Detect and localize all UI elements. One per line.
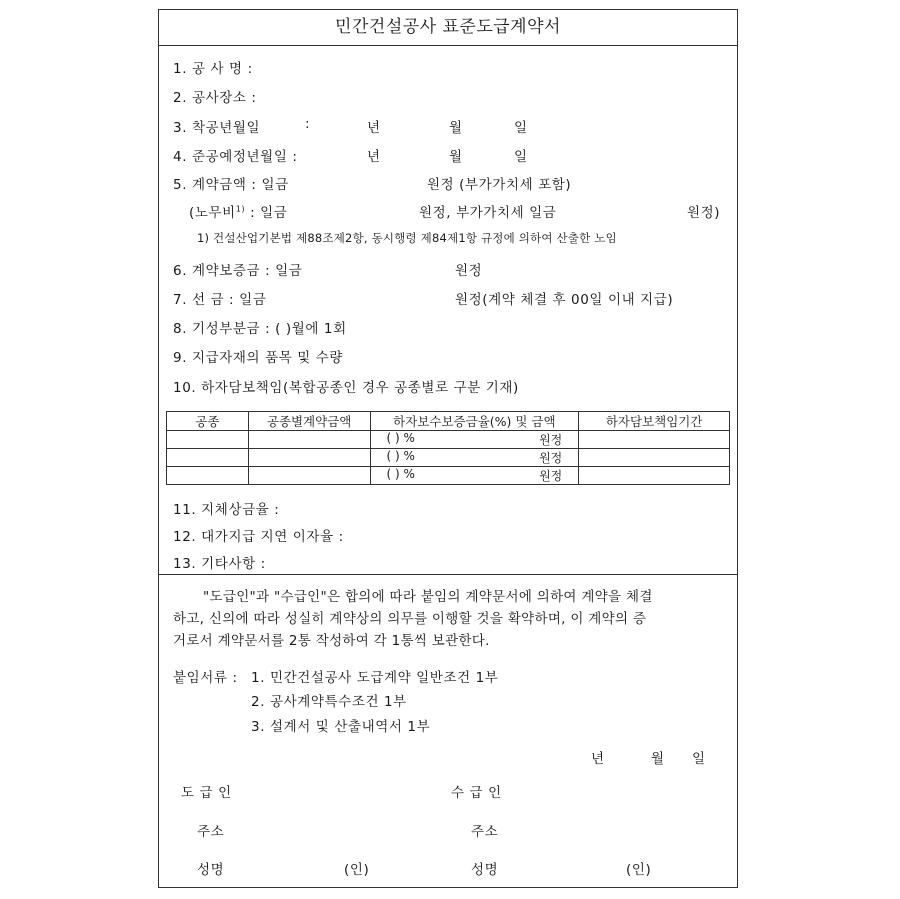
guarantee-percent: ( ) % — [386, 449, 415, 463]
start-year-label: 년 — [367, 120, 381, 136]
attachment-item: 1. 민간건설공사 도급계약 일반조건 1부 — [251, 670, 499, 686]
cell-liability-period — [579, 449, 730, 467]
item-contract-amount: 5. 계약금액 : 일금 — [173, 177, 289, 193]
header-work-type: 공종 — [167, 412, 249, 431]
labor-cost-footnote-mark: 1) — [235, 204, 246, 214]
vat-amount-label: 원정, 부가가치세 일금 — [419, 205, 557, 221]
table-header-row — [167, 412, 730, 431]
contractor-address-label: 주소 — [197, 824, 225, 840]
item-delay-penalty: 11. 지체상금율 : — [173, 502, 280, 518]
guarantee-percent: ( ) % — [386, 431, 415, 445]
start-month-label: 월 — [449, 120, 463, 136]
table-row — [167, 431, 730, 449]
cell-contract-amount — [248, 449, 370, 467]
vat-won: 원정) — [687, 205, 721, 221]
cell-work-type — [167, 467, 249, 485]
contractor-label: 도 급 인 — [181, 785, 232, 801]
attachments-label: 붙임서류 : — [173, 670, 238, 686]
document-title: 민간건설공사 표준도급계약서 — [159, 10, 737, 46]
contractor-name-label: 성명 — [197, 862, 225, 878]
header-guarantee-rate: 하자보수보증금율(%) 및 금액 — [370, 412, 579, 431]
subcontractor-name-label: 성명 — [471, 862, 499, 878]
item-completion-date-label: 4. 준공예정년월일 : — [173, 149, 298, 165]
cell-guarantee-rate — [370, 449, 579, 467]
start-day-label: 일 — [514, 120, 528, 136]
item-defect-liability: 10. 하자담보책임(복합공종인 경우 공종별로 구분 기재) — [173, 380, 519, 396]
agreement-paragraph — [173, 586, 725, 652]
contractor-seal: (인) — [344, 862, 370, 878]
guarantee-percent: ( ) % — [386, 467, 415, 481]
table-row — [167, 449, 730, 467]
item-project-name: 1. 공 사 명 : — [173, 61, 253, 77]
header-liability-period: 하자담보책임기간 — [579, 412, 730, 431]
subcontractor-address-label: 주소 — [471, 824, 499, 840]
end-year-label: 년 — [367, 149, 381, 165]
cell-liability-period — [579, 431, 730, 449]
cell-work-type — [167, 449, 249, 467]
labor-cost-line — [189, 201, 287, 221]
labor-cost-footnote: 1) 건설산업기본법 제88조제2항, 동시행령 제84제1항 규정에 의하여 산출한 노임 — [197, 231, 617, 245]
item-start-date-label: 3. 착공년월일 — [173, 120, 261, 136]
agreement-line-1: "도급인"과 "수급인"은 합의에 따라 붙임의 계약문서에 의하여 계약을 체결 — [203, 589, 653, 605]
header-contract-amount: 공종별계약금액 — [248, 412, 370, 431]
sign-day-label: 일 — [692, 751, 706, 767]
section-divider — [159, 574, 737, 575]
advance-payment-terms: 원정(계약 체결 후 00일 이내 지급) — [455, 292, 674, 308]
cell-work-type — [167, 431, 249, 449]
labor-cost-amount-label: : 일금 — [245, 205, 288, 221]
item-late-interest: 12. 대가지급 지연 이자율 : — [173, 529, 344, 545]
table-row — [167, 467, 730, 485]
item-project-location: 2. 공사장소 : — [173, 90, 257, 106]
labor-cost-label: (노무비 — [189, 205, 236, 221]
attachment-item: 3. 설계서 및 산출내역서 1부 — [251, 719, 431, 735]
subcontractor-seal: (인) — [626, 862, 652, 878]
cell-contract-amount — [248, 431, 370, 449]
contract-amount-vat: 원정 (부가가치세 포함) — [427, 177, 572, 193]
item-other-matters: 13. 기타사항 : — [173, 556, 266, 572]
item-start-date-colon: : — [305, 116, 311, 132]
contract-document — [158, 9, 738, 888]
guarantee-won: 원정 — [539, 451, 563, 465]
guarantee-won: 원정 — [539, 469, 563, 483]
guarantee-won: 원정 — [539, 433, 563, 447]
sign-year-label: 년 — [591, 751, 605, 767]
cell-contract-amount — [248, 467, 370, 485]
item-advance-payment: 7. 선 금 : 일금 — [173, 292, 267, 308]
end-month-label: 월 — [449, 149, 463, 165]
item-progress-payment: 8. 기성부분금 : ( )월에 1회 — [173, 321, 347, 337]
attachment-item: 2. 공사계약특수조건 1부 — [251, 694, 407, 710]
defect-liability-table — [166, 411, 730, 485]
item-contract-deposit: 6. 계약보증금 : 일금 — [173, 263, 303, 279]
sign-month-label: 월 — [651, 751, 665, 767]
cell-guarantee-rate — [370, 467, 579, 485]
subcontractor-label: 수 급 인 — [451, 785, 502, 801]
cell-liability-period — [579, 467, 730, 485]
cell-guarantee-rate — [370, 431, 579, 449]
item-supplied-materials: 9. 지급자재의 품목 및 수량 — [173, 350, 344, 366]
agreement-line-3: 거로서 계약문서를 2통 작성하여 각 1통씩 보관한다. — [173, 633, 490, 649]
end-day-label: 일 — [514, 149, 528, 165]
contract-deposit-won: 원정 — [455, 263, 483, 279]
agreement-line-2: 하고, 신의에 따라 성실히 계약상의 의무를 이행할 것을 확약하며, 이 계약의 증 — [173, 611, 647, 627]
